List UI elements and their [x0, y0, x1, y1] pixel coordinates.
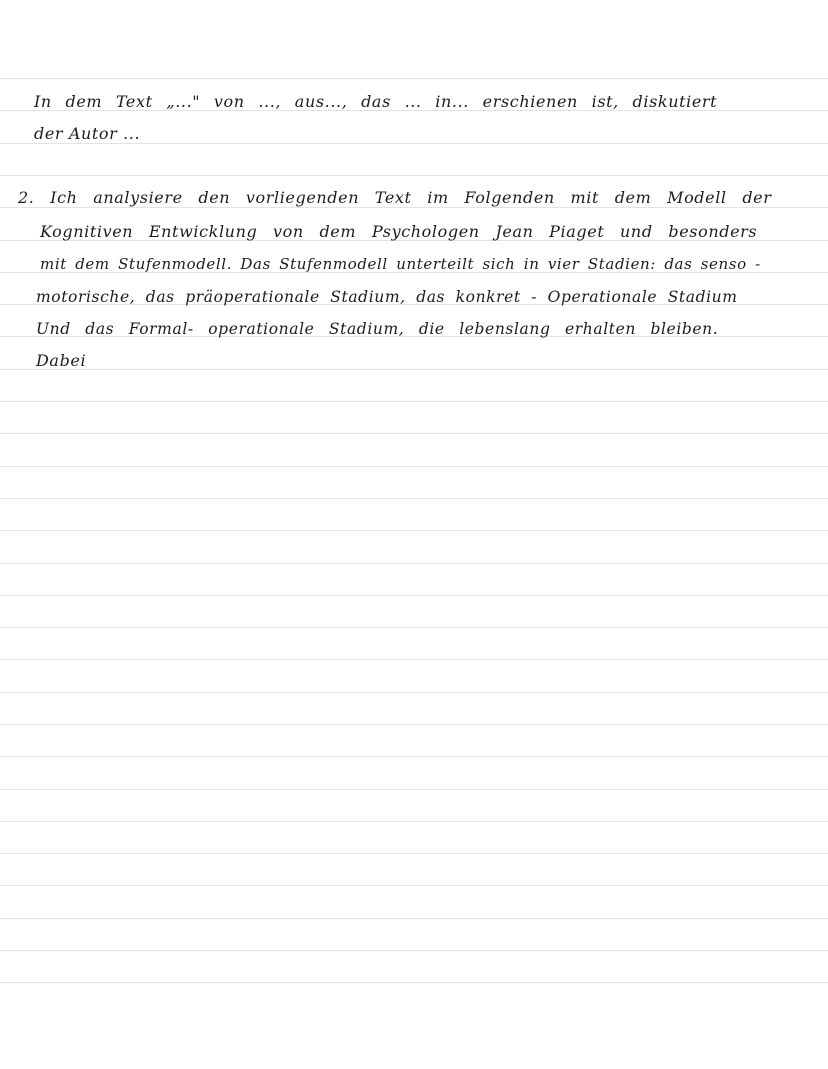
ruled-line: [0, 982, 828, 983]
handwritten-line-7: Und das Formal- operationale Stadium, die lebenslang erhalten bleiben.: [36, 320, 719, 338]
ruled-line: [0, 885, 828, 886]
ruled-line: [0, 530, 828, 531]
handwritten-line-6: motorische, das präoperationale Stadium, das konkret - Operationale Stadium: [36, 288, 738, 306]
handwritten-line-2: der Autor ...: [34, 124, 141, 143]
handwritten-line-1: In dem Text „..." von ..., aus..., das ... in... erschienen ist, diskutiert: [34, 92, 718, 111]
ruled-line: [0, 756, 828, 757]
ruled-line: [0, 498, 828, 499]
handwritten-line-5: mit dem Stufenmodell. Das Stufenmodell unterteilt sich in vier Stadien: das senso -: [40, 255, 761, 273]
ruled-line: [0, 950, 828, 951]
ruled-line: [0, 853, 828, 854]
ruled-line: [0, 789, 828, 790]
handwritten-line-4: Kognitiven Entwicklung von dem Psychologen Jean Piaget und besonders: [40, 222, 758, 241]
handwritten-line-8: Dabei: [36, 351, 87, 370]
ruled-line: [0, 78, 828, 79]
ruled-line: [0, 724, 828, 725]
ruled-line: [0, 563, 828, 564]
ruled-line: [0, 175, 828, 176]
ruled-line: [0, 595, 828, 596]
ruled-line: [0, 466, 828, 467]
ruled-line: [0, 821, 828, 822]
ruled-line: [0, 659, 828, 660]
ruled-line: [0, 918, 828, 919]
ruled-line: [0, 433, 828, 434]
ruled-line: [0, 401, 828, 402]
ruled-line: [0, 692, 828, 693]
ruled-line: [0, 627, 828, 628]
ruled-line: [0, 369, 828, 370]
handwritten-line-3: 2. Ich analysiere den vorliegenden Text im Folgenden mit dem Modell der: [18, 188, 772, 207]
